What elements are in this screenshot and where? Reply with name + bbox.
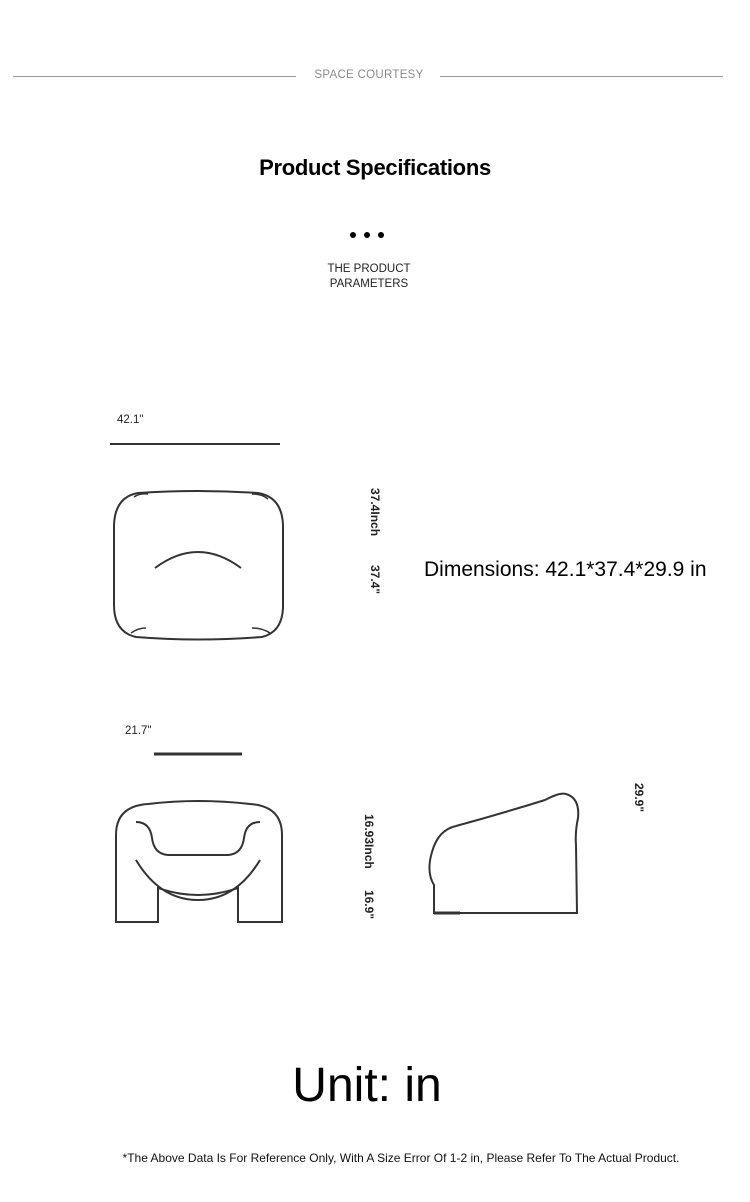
front-view-width-label: 21.7" xyxy=(125,725,152,737)
top-view-width-label: 42.1" xyxy=(117,414,144,426)
front-view-seat-label: 16.9" xyxy=(362,890,376,920)
front-view-seat-label-inch: 16.93Inch xyxy=(362,814,376,869)
dimensions-text: Dimensions: 42.1*37.4*29.9 in xyxy=(424,558,707,581)
top-view-depth-label: 37.4" xyxy=(368,565,382,595)
disclaimer-text: *The Above Data Is For Reference Only, With A Size Error Of 1-2 in, Please Refer To The Actual Product. xyxy=(122,1151,680,1165)
brand-label: SPACE COURTESY xyxy=(314,69,424,81)
page-title: Product Specifications xyxy=(259,155,491,180)
side-view-height-label: 29.9" xyxy=(632,783,646,813)
top-view-depth-label-inch: 37.4Inch xyxy=(368,488,382,537)
subtitle-line-1: THE PRODUCT xyxy=(327,263,411,275)
subtitle-line-2: PARAMETERS xyxy=(329,278,409,290)
unit-text: Unit: in xyxy=(292,1059,442,1112)
